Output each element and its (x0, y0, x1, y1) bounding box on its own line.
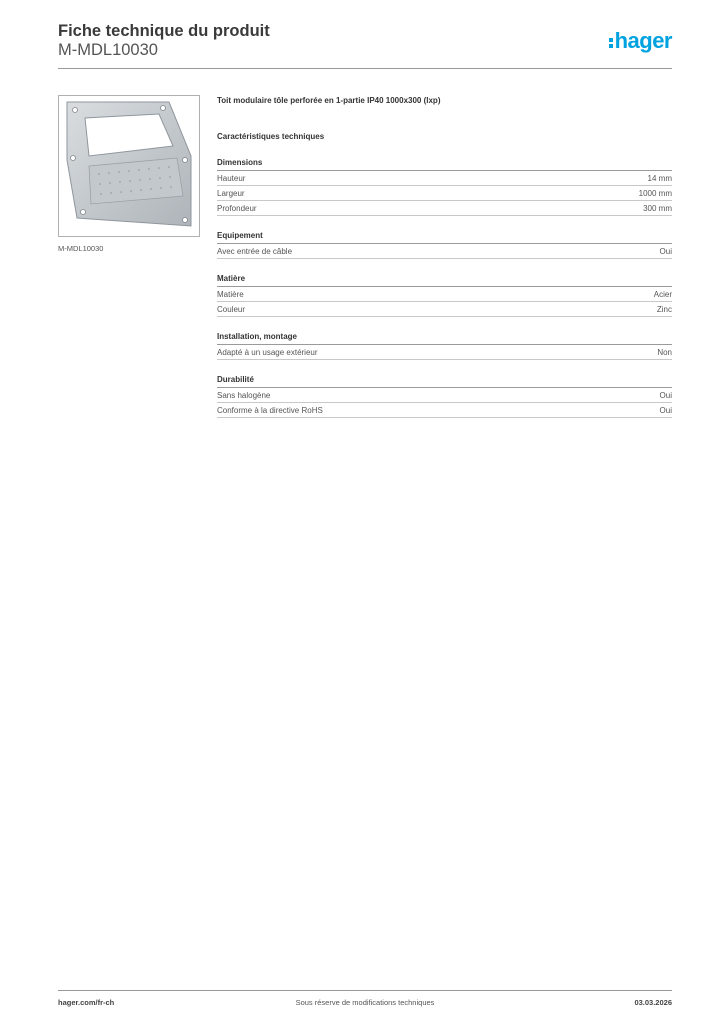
spec-group-title: Matière (217, 273, 672, 287)
spec-label: Couleur (217, 304, 246, 314)
product-name: Toit modulaire tôle perforée en 1-partie IP40 1000x300 (lxp) (217, 96, 441, 105)
perforated-roof-panel-illustration (59, 96, 199, 236)
spec-row (217, 388, 672, 403)
page-header (58, 20, 672, 68)
spec-label: Largeur (217, 188, 245, 198)
header-divider (58, 68, 672, 69)
spec-label: Conforme à la directive RoHS (217, 405, 323, 415)
spec-group-installation (217, 331, 672, 360)
spec-value: Zinc (656, 304, 672, 314)
document-title: Fiche technique du produit (58, 22, 270, 40)
spec-value: 1000 mm (638, 188, 672, 198)
spec-row (217, 287, 672, 302)
spec-group-equipment (217, 230, 672, 259)
spec-group-title: Equipement (217, 230, 672, 244)
spec-group-material (217, 273, 672, 317)
spec-label: Matière (217, 289, 244, 299)
logo-wordmark: hager (614, 28, 672, 53)
spec-group-title: Durabilité (217, 374, 672, 388)
product-image (58, 95, 200, 237)
spec-row (217, 201, 672, 216)
spec-row (217, 244, 672, 259)
image-caption: M-MDL10030 (58, 244, 104, 253)
footer-date: 03.03.2026 (634, 998, 672, 1007)
spec-row (217, 171, 672, 186)
spec-row (217, 403, 672, 418)
spec-value: Oui (659, 246, 672, 256)
page-footer (58, 998, 672, 1010)
specs-heading: Caractéristiques techniques (217, 132, 325, 141)
spec-label: Profondeur (217, 203, 257, 213)
website-link[interactable]: hager.com/fr-ch (58, 998, 115, 1007)
spec-group-durability (217, 374, 672, 418)
spec-group-title: Dimensions (217, 157, 672, 171)
spec-content (217, 95, 672, 418)
spec-group-title: Installation, montage (217, 331, 672, 345)
spec-label: Avec entrée de câble (217, 246, 293, 256)
spec-value: Oui (659, 405, 672, 415)
footer-divider (58, 990, 672, 991)
spec-value: Non (657, 347, 672, 357)
spec-label: Hauteur (217, 173, 246, 183)
spec-row (217, 345, 672, 360)
spec-label: Sans halogène (217, 390, 271, 400)
spec-value: Oui (659, 390, 672, 400)
spec-group-dimensions (217, 157, 672, 216)
hager-logo (609, 28, 672, 54)
spec-row (217, 302, 672, 317)
spec-label: Adapté à un usage extérieur (217, 347, 318, 357)
spec-row (217, 186, 672, 201)
spec-value: 300 mm (643, 203, 672, 213)
spec-value: Acier (653, 289, 672, 299)
footer-notice: Sous réserve de modifications techniques (295, 998, 435, 1007)
logo-colon-icon (609, 38, 613, 48)
spec-value: 14 mm (647, 173, 672, 183)
product-reference: M-MDL10030 (58, 41, 158, 59)
